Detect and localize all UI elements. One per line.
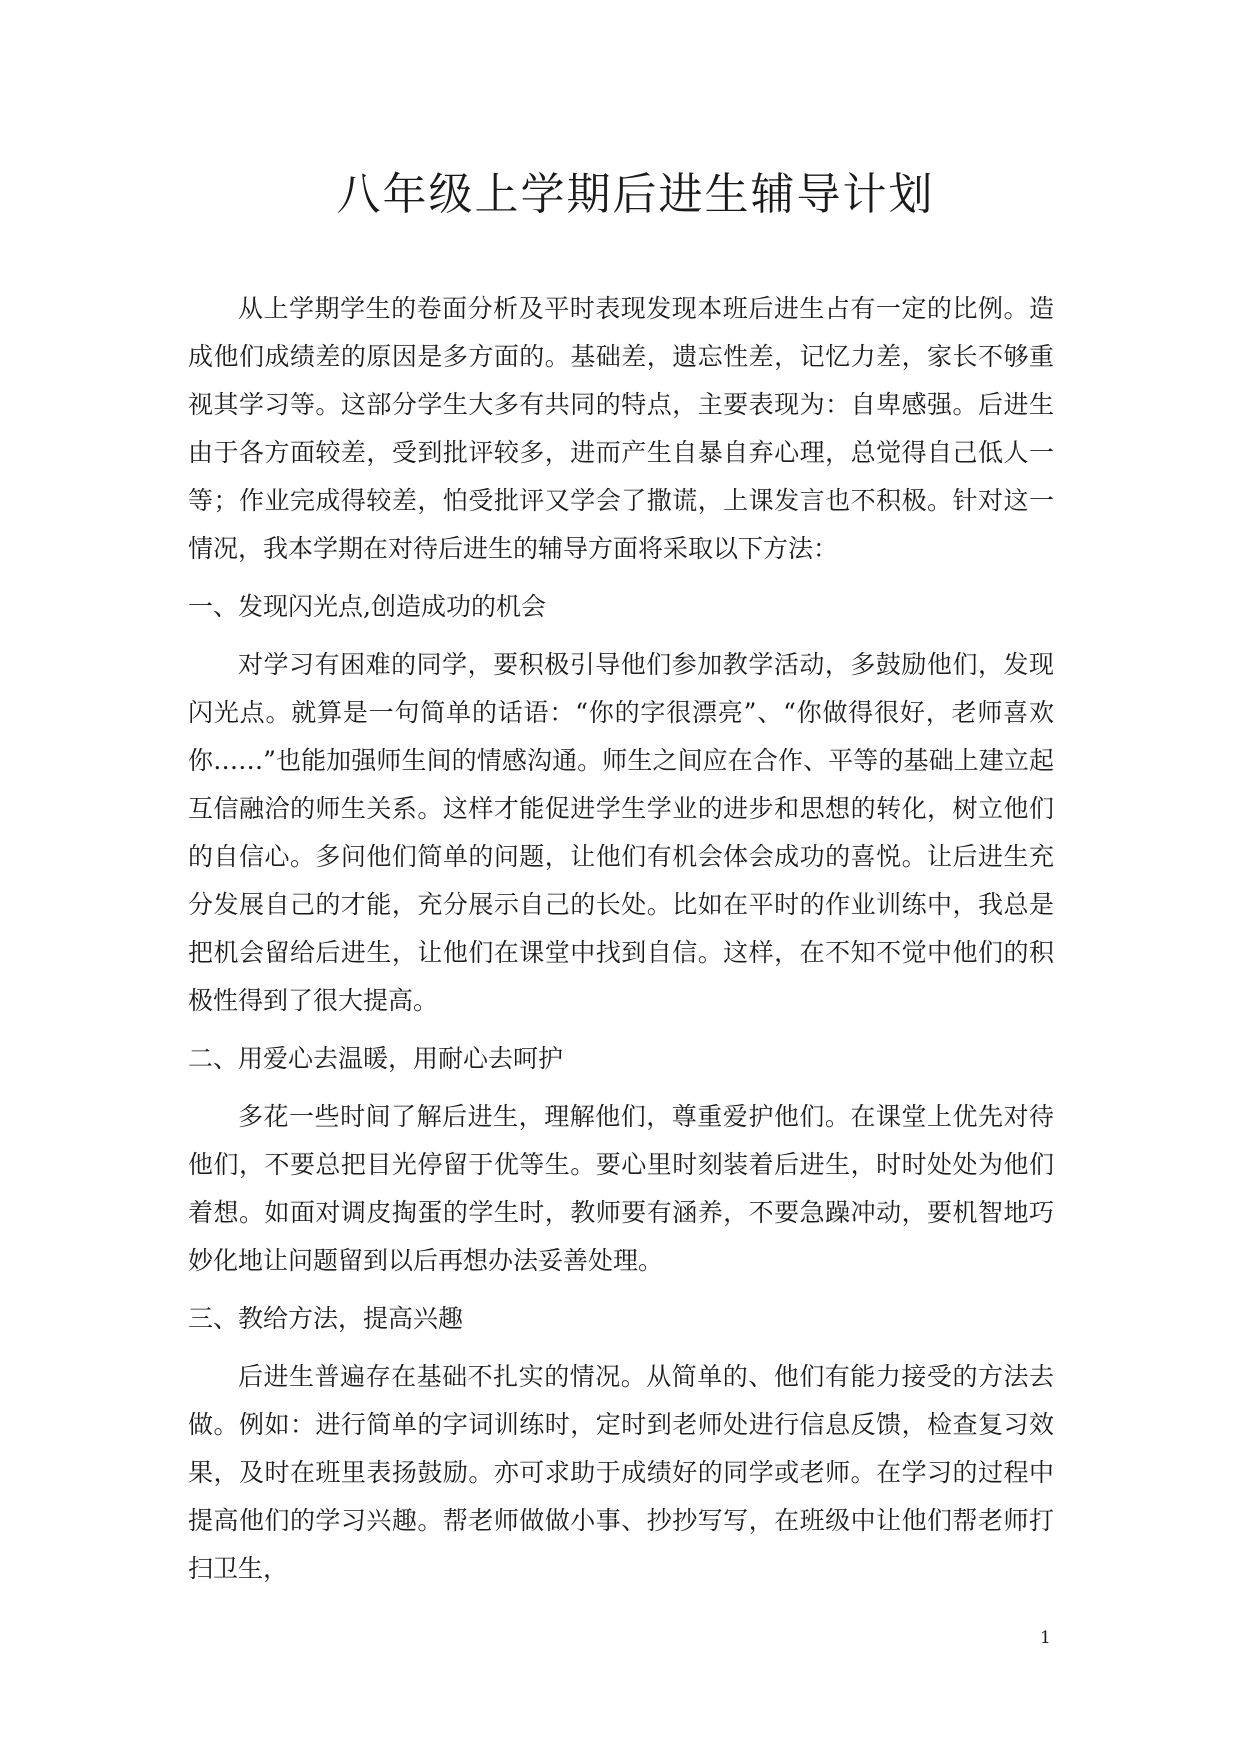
intro-paragraph: 从上学期学生的卷面分析及平时表现发现本班后进生占有一定的比例。造成他们成绩差的原因是多方面的。基础差，遗忘性差，记忆力差，家长不够重视其学习等。这部分学生大多有共同的特点，主要表现为：自卑感强。后进生由于各方面较差，受到批评较多，进而产生自暴自弃心理，总觉得自己低人一等；作业完成得较差，怕受批评又学会了撒谎，上课发言也不积极。针对这一情况，我本学期在对待后进生的辅导方面将采取以下方法： — [188, 294, 1054, 563]
section-1-heading: 一、发现闪光点,创造成功的机会 — [188, 592, 546, 621]
page-number: 1 — [1040, 1628, 1051, 1648]
section-3-heading: 三、教给方法，提高兴趣 — [188, 1304, 464, 1333]
document-title: 八年级上学期后进生辅导计划 — [336, 169, 935, 220]
section-3-body: 后进生普遍存在基础不扎实的情况。从简单的、他们有能力接受的方法去做。例如：进行简单的字词训练时，定时到老师处进行信息反馈，检查复习效果，及时在班里表扬鼓励。亦可求助于成绩好的同学或老师。在学习的过程中提高他们的学习兴趣。帮老师做做小事、抄抄写写，在班级中让他们帮老师打扫卫生， — [188, 1362, 1054, 1583]
section-1-body: 对学习有困难的同学，要积极引导他们参加教学活动，多鼓励他们，发现闪光点。就算是一句简单的话语：“你的字很漂亮”、“你做得很好，老师喜欢你……”也能加强师生间的情感沟通。师生之间应在合作、平等的基础上建立起互信融洽的师生关系。这样才能促进学生学业的进步和思想的转化，树立他们的自信心。多问他们简单的问题，让他们有机会体会成功的喜悦。让后进生充分发展自己的才能，充分展示自己的长处。比如在平时的作业训练中，我总是把机会留给后进生，让他们在课堂中找到自信。这样，在不知不觉中他们的积极性得到了很大提高。 — [188, 650, 1054, 1015]
document-body — [188, 285, 1054, 1593]
section-2-body: 多花一些时间了解后进生，理解他们，尊重爱护他们。在课堂上优先对待他们，不要总把目光停留于优等生。要心里时刻装着后进生，时时处处为他们着想。如面对调皮掏蛋的学生时，教师要有涵养，不要急躁冲动，要机智地巧妙化地让问题留到以后再想办法妥善处理。 — [188, 1102, 1054, 1275]
section-2-heading: 二、用爱心去温暖，用耐心去呵护 — [188, 1044, 564, 1073]
